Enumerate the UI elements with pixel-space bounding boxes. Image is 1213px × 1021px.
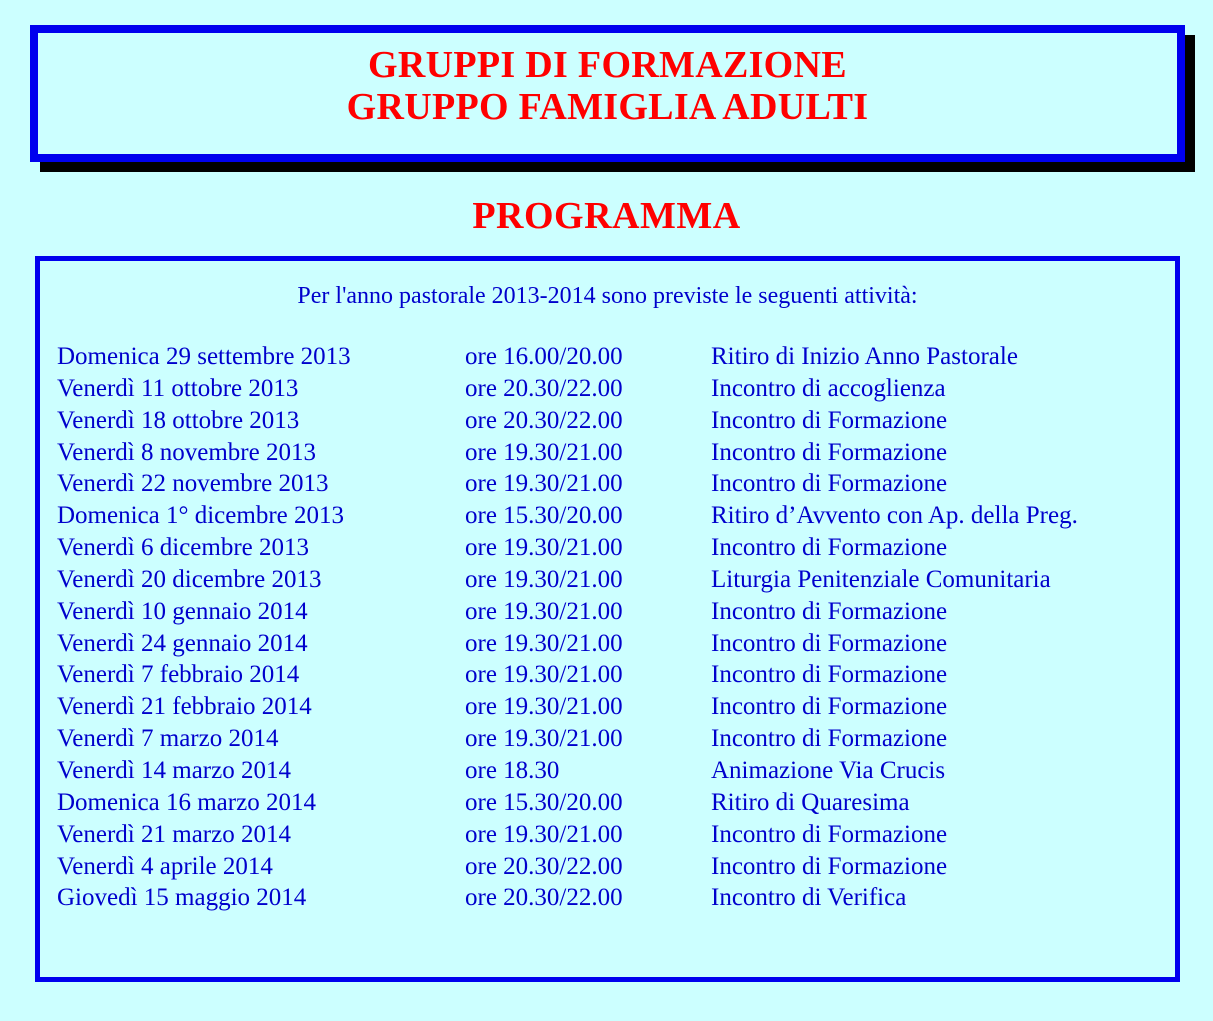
schedule-row — [52, 596, 1172, 628]
schedule-time: ore 20.30/22.00 — [465, 884, 623, 912]
schedule-activity: Incontro di Formazione — [711, 693, 948, 721]
schedule-date: Venerdì 7 marzo 2014 — [57, 725, 279, 753]
schedule-time: ore 16.00/20.00 — [465, 343, 623, 370]
schedule-date: Venerdì 14 marzo 2014 — [57, 756, 291, 784]
schedule-date: Domenica 16 marzo 2014 — [57, 788, 316, 816]
schedule-date: Domenica 29 settembre 2013 — [57, 343, 351, 370]
schedule-row — [52, 532, 1172, 564]
schedule-date: Venerdì 4 aprile 2014 — [57, 852, 273, 880]
schedule-date: Venerdì 22 novembre 2013 — [57, 470, 329, 498]
header-title-line-2: GRUPPO FAMIGLIA ADULTI — [346, 86, 869, 128]
schedule-activity: Incontro di Formazione — [711, 438, 948, 466]
schedule-activity: Incontro di Formazione — [711, 852, 948, 880]
schedule-time: ore 19.30/21.00 — [465, 629, 623, 657]
schedule-activity: Incontro di Formazione — [711, 629, 948, 657]
schedule-row — [52, 691, 1172, 723]
schedule-activity: Animazione Via Crucis — [711, 756, 946, 784]
schedule-date: Venerdì 8 novembre 2013 — [57, 438, 316, 466]
schedule-row — [52, 405, 1172, 437]
schedule-row — [52, 373, 1172, 405]
schedule-date: Venerdì 21 marzo 2014 — [57, 820, 291, 848]
schedule-row — [52, 628, 1172, 660]
schedule-row — [52, 755, 1172, 787]
schedule-row — [52, 787, 1172, 819]
schedule-date: Venerdì 24 gennaio 2014 — [57, 629, 308, 657]
schedule-date: Venerdì 11 ottobre 2013 — [57, 374, 299, 402]
schedule-time: ore 19.30/21.00 — [465, 661, 623, 689]
schedule-time: ore 19.30/21.00 — [465, 725, 623, 753]
schedule-date: Domenica 1° dicembre 2013 — [57, 502, 344, 530]
schedule-list — [52, 341, 1172, 914]
schedule-date: Venerdì 10 gennaio 2014 — [57, 597, 308, 625]
schedule-activity: Incontro di Formazione — [711, 406, 948, 434]
schedule-date: Giovedì 15 maggio 2014 — [57, 884, 307, 912]
header-title-line-1: GRUPPI DI FORMAZIONE — [368, 44, 847, 86]
schedule-activity: Incontro di Formazione — [711, 470, 948, 498]
schedule-time: ore 19.30/21.00 — [465, 565, 623, 593]
schedule-row — [52, 500, 1172, 532]
schedule-date: Venerdì 21 febbraio 2014 — [57, 693, 312, 721]
schedule-time: ore 20.30/22.00 — [465, 406, 623, 434]
schedule-date: Venerdì 6 dicembre 2013 — [57, 534, 310, 562]
schedule-activity: Incontro di Formazione — [711, 725, 948, 753]
schedule-time: ore 15.30/20.00 — [465, 788, 623, 816]
schedule-activity: Incontro di accoglienza — [711, 374, 946, 402]
schedule-row — [52, 851, 1172, 883]
schedule-time: ore 19.30/21.00 — [465, 820, 623, 848]
program-box — [35, 256, 1180, 982]
schedule-activity: Incontro di Formazione — [711, 661, 948, 689]
schedule-row — [52, 564, 1172, 596]
intro-text: Per l'anno pastorale 2013-2014 sono previste le seguenti attività: — [297, 283, 918, 309]
schedule-date: Venerdì 20 dicembre 2013 — [57, 565, 322, 593]
schedule-activity: Incontro di Formazione — [711, 534, 948, 562]
schedule-date: Venerdì 18 ottobre 2013 — [57, 406, 300, 434]
schedule-time: ore 19.30/21.00 — [465, 597, 623, 625]
schedule-row — [52, 723, 1172, 755]
schedule-activity: Ritiro di Quaresima — [711, 788, 910, 816]
schedule-activity: Liturgia Penitenziale Comunitaria — [711, 565, 1051, 593]
schedule-row — [52, 882, 1172, 914]
schedule-row — [52, 819, 1172, 851]
schedule-row — [52, 468, 1172, 500]
header-box — [30, 25, 1185, 162]
schedule-row — [52, 659, 1172, 691]
schedule-time: ore 20.30/22.00 — [465, 852, 623, 880]
schedule-row — [52, 437, 1172, 469]
schedule-time: ore 19.30/21.00 — [465, 693, 623, 721]
schedule-time: ore 20.30/22.00 — [465, 374, 623, 402]
schedule-time: ore 19.30/21.00 — [465, 438, 623, 466]
schedule-activity: Ritiro di Inizio Anno Pastorale — [711, 343, 1018, 370]
schedule-date: Venerdì 7 febbraio 2014 — [57, 661, 300, 689]
schedule-time: ore 15.30/20.00 — [465, 502, 623, 530]
schedule-row — [52, 341, 1172, 373]
schedule-activity: Incontro di Verifica — [711, 884, 907, 912]
schedule-activity: Ritiro d’Avvento con Ap. della Preg. — [711, 502, 1078, 530]
schedule-time: ore 19.30/21.00 — [465, 534, 623, 562]
schedule-activity: Incontro di Formazione — [711, 820, 948, 848]
schedule-time: ore 19.30/21.00 — [465, 470, 623, 498]
schedule-time: ore 18.30 — [465, 756, 560, 784]
schedule-activity: Incontro di Formazione — [711, 597, 948, 625]
page-title: PROGRAMMA — [472, 195, 741, 237]
